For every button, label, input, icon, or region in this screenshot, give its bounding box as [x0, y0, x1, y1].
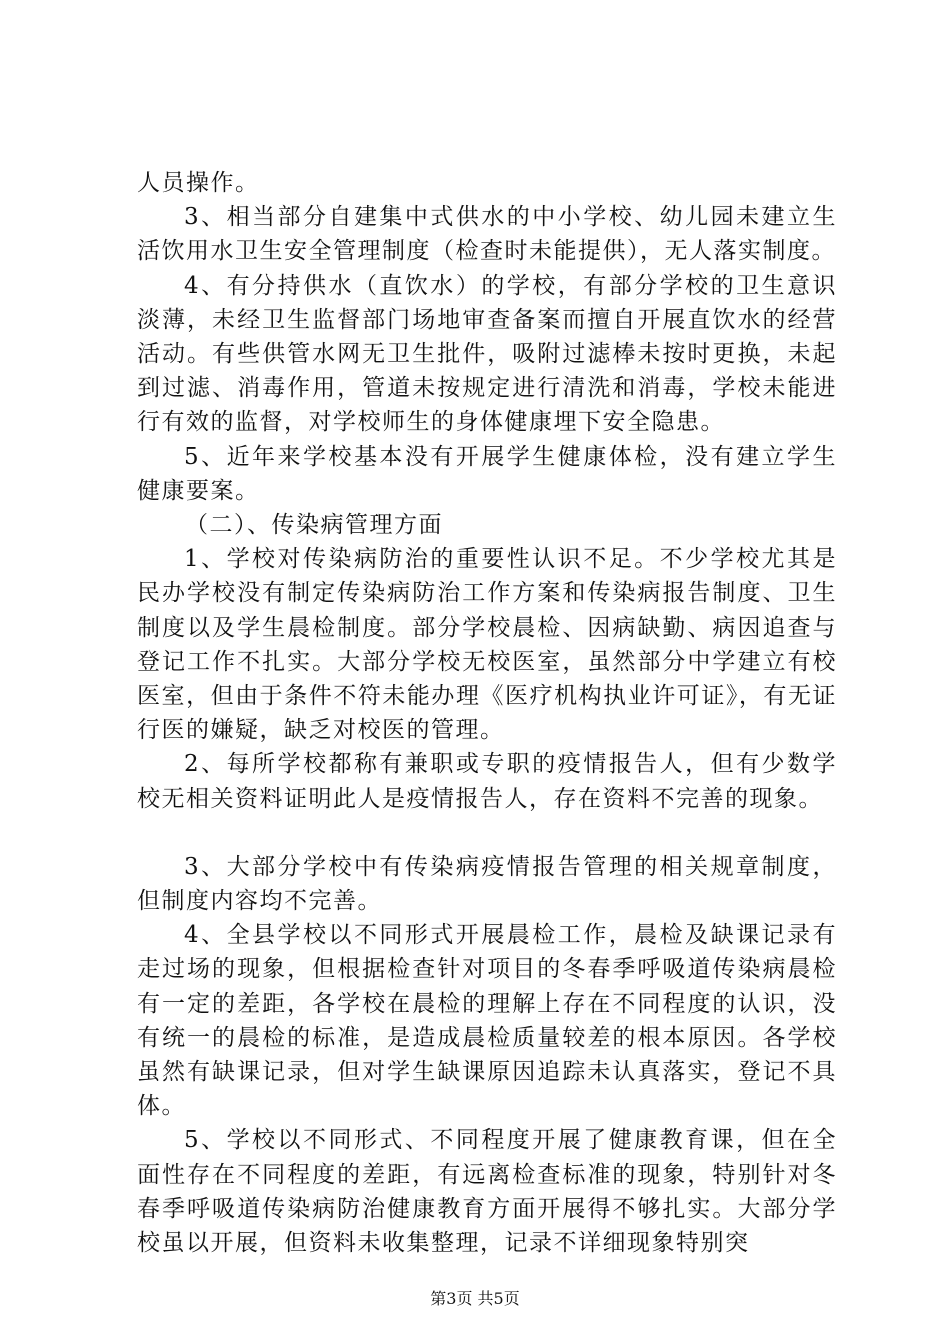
- paragraph-continuation: 人员操作。: [137, 170, 260, 196]
- paragraph-item-5: 5、近年来学校基本没有开展学生健康体检，没有建立学生健康要案。: [137, 443, 837, 504]
- section-heading: （二）、传染病管理方面: [185, 512, 443, 539]
- paragraph-gap: [137, 816, 837, 850]
- paragraph-item-3: 3、相当部分自建集中式供水的中小学校、幼儿园未建立生活饮用水卫生安全管理制度（检查时未能提供），无人落实制度。: [137, 204, 837, 265]
- paragraph-item-1: 1、学校对传染病防治的重要性认识不足。不少学校尤其是民办学校没有制定传染病防治工作方案和传染病报告制度、卫生制度以及学生晨检制度。部分学校晨检、因病缺勤、病因追查与登记工作不扎实。大部分学校无校医室，虽然部分中学建立有校医室，但由于条件不符未能办理《医疗机构执业许可证》，有无证行医的嫌疑，缺乏对校医的管理。: [137, 546, 837, 744]
- paragraph-item-4b: 4、全县学校以不同形式开展晨检工作，晨检及缺课记录有走过场的现象，但根据检查针对项目的冬春季呼吸道传染病晨检有一定的差距，各学校在晨检的理解上存在不同程度的认识，没有统一的晨检的标准，是造成晨检质量较差的根本原因。各学校虽然有缺课记录，但对学生缺课原因追踪未认真落实，登记不具体。: [137, 922, 837, 1120]
- document-body: [137, 166, 837, 1260]
- paragraph-item-5b: 5、学校以不同形式、不同程度开展了健康教育课，但在全面性存在不同程度的差距，有远离检查标准的现象，特别针对冬春季呼吸道传染病防治健康教育方面开展得不够扎实。大部分学校虽以开展，但资料未收集整理，记录不详细现象特别突: [137, 1127, 837, 1257]
- paragraph-item-2: 2、每所学校都称有兼职或专职的疫情报告人，但有少数学校无相关资料证明此人是疫情报告人，存在资料不完善的现象。: [137, 751, 837, 812]
- paragraph-item-3b: 3、大部分学校中有传染病疫情报告管理的相关规章制度，但制度内容均不完善。: [137, 853, 837, 915]
- paragraph-item-4: 4、有分持供水（直饮水）的学校，有部分学校的卫生意识淡薄，未经卫生监督部门场地审查备案而擅自开展直饮水的经营活动。有些供管水网无卫生批件，吸附过滤棒未按时更换，未起到过滤、消毒作用，管道未按规定进行清洗和消毒，学校未能进行有效的监督，对学校师生的身体健康埋下安全隐患。: [137, 272, 837, 436]
- page-number-footer: 第3页 共5页: [430, 1289, 520, 1308]
